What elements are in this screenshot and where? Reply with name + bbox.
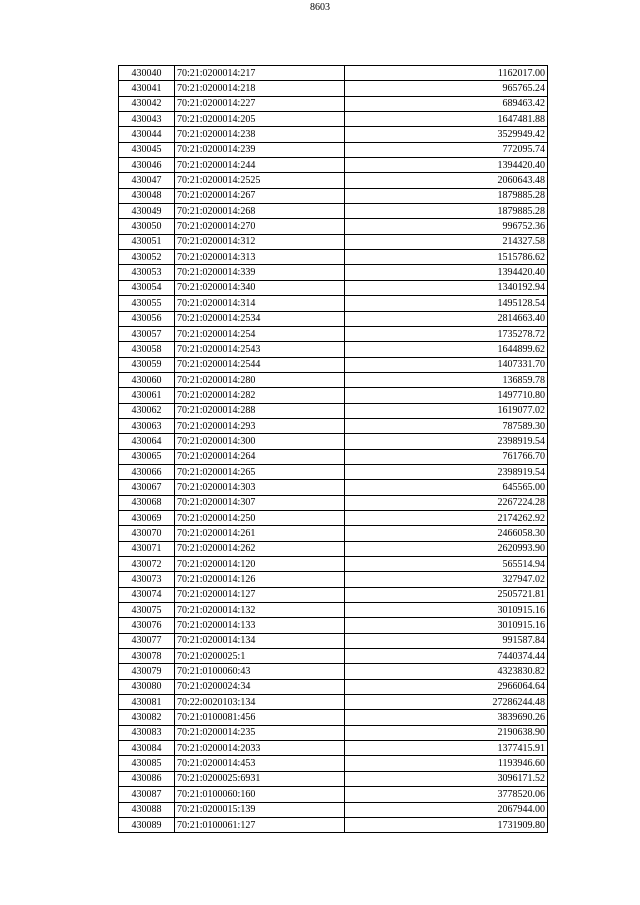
cadastral-value-cell: 3096171.52 [345, 771, 548, 786]
cadastral-value-cell: 1879885.28 [345, 188, 548, 203]
table-row [119, 326, 548, 341]
row-number-cell: 430041 [119, 81, 175, 96]
cadastral-number-cell: 70:21:0200014:312 [175, 234, 345, 249]
cadastral-value-cell: 1644899.62 [345, 342, 548, 357]
cadastral-value-cell: 7440374.44 [345, 649, 548, 664]
page-number: 8603 [310, 2, 330, 13]
cadastral-number-cell: 70:21:0200014:2543 [175, 342, 345, 357]
row-number-cell: 430051 [119, 234, 175, 249]
cadastral-value-cell: 2620993.90 [345, 541, 548, 556]
cadastral-number-cell: 70:21:0200014:293 [175, 418, 345, 433]
cadastral-number-cell: 70:21:0200014:127 [175, 587, 345, 602]
table-row [119, 449, 548, 464]
cadastral-value-cell: 1879885.28 [345, 204, 548, 219]
row-number-cell: 430067 [119, 480, 175, 495]
row-number-cell: 430081 [119, 695, 175, 710]
cadastral-value-cell: 2966064.64 [345, 679, 548, 694]
row-number-cell: 430072 [119, 557, 175, 572]
cadastral-value-cell: 2174262.92 [345, 510, 548, 525]
row-number-cell: 430071 [119, 541, 175, 556]
cadastral-number-cell: 70:21:0200014:227 [175, 96, 345, 111]
cadastral-value-cell: 1193946.60 [345, 756, 548, 771]
row-number-cell: 430046 [119, 158, 175, 173]
table-row [119, 96, 548, 111]
cadastral-number-cell: 70:21:0200014:134 [175, 633, 345, 648]
row-number-cell: 430080 [119, 679, 175, 694]
row-number-cell: 430066 [119, 464, 175, 479]
cadastral-value-cell: 645565.00 [345, 480, 548, 495]
row-number-cell: 430062 [119, 403, 175, 418]
cadastral-number-cell: 70:21:0200025:6931 [175, 771, 345, 786]
cadastral-number-cell: 70:21:0200014:268 [175, 204, 345, 219]
cadastral-number-cell: 70:21:0200014:239 [175, 142, 345, 157]
row-number-cell: 430058 [119, 342, 175, 357]
table-row [119, 403, 548, 418]
cadastral-number-cell: 70:21:0200014:120 [175, 557, 345, 572]
table-row [119, 158, 548, 173]
table-body [119, 66, 548, 833]
cadastral-number-cell: 70:21:0200014:132 [175, 603, 345, 618]
row-number-cell: 430056 [119, 311, 175, 326]
table-row [119, 618, 548, 633]
table-row [119, 495, 548, 510]
table-row [119, 464, 548, 479]
cadastral-value-cell: 996752.36 [345, 219, 548, 234]
table-row [119, 250, 548, 265]
cadastral-number-cell: 70:21:0200014:300 [175, 434, 345, 449]
cadastral-value-cell: 772095.74 [345, 142, 548, 157]
table-row [119, 342, 548, 357]
row-number-cell: 430086 [119, 771, 175, 786]
cadastral-value-cell: 327947.02 [345, 572, 548, 587]
cadastral-number-cell: 70:21:0200014:313 [175, 250, 345, 265]
cadastral-number-cell: 70:21:0200014:205 [175, 112, 345, 127]
cadastral-number-cell: 70:21:0200014:264 [175, 449, 345, 464]
cadastral-value-cell: 1394420.40 [345, 265, 548, 280]
table-row [119, 204, 548, 219]
row-number-cell: 430069 [119, 510, 175, 525]
table-row [119, 771, 548, 786]
cadastral-value-cell: 2267224.28 [345, 495, 548, 510]
cadastral-value-cell: 1735278.72 [345, 326, 548, 341]
cadastral-value-cell: 1495128.54 [345, 296, 548, 311]
cadastral-value-cell: 136859.78 [345, 372, 548, 387]
row-number-cell: 430060 [119, 372, 175, 387]
cadastral-value-cell: 2398919.54 [345, 434, 548, 449]
row-number-cell: 430089 [119, 817, 175, 832]
table-row [119, 142, 548, 157]
cadastral-number-cell: 70:21:0200014:267 [175, 188, 345, 203]
cadastral-number-cell: 70:21:0200014:2544 [175, 357, 345, 372]
cadastral-value-cell: 2505721.81 [345, 587, 548, 602]
cadastral-number-cell: 70:21:0200014:314 [175, 296, 345, 311]
cadastral-value-cell: 214327.58 [345, 234, 548, 249]
row-number-cell: 430076 [119, 618, 175, 633]
cadastral-number-cell: 70:21:0200025:1 [175, 649, 345, 664]
cadastral-number-cell: 70:21:0200014:303 [175, 480, 345, 495]
cadastral-number-cell: 70:21:0200014:250 [175, 510, 345, 525]
row-number-cell: 430043 [119, 112, 175, 127]
row-number-cell: 430084 [119, 741, 175, 756]
cadastral-number-cell: 70:21:0200014:280 [175, 372, 345, 387]
table-row [119, 541, 548, 556]
cadastral-number-cell: 70:21:0200014:307 [175, 495, 345, 510]
table-row [119, 802, 548, 817]
cadastral-number-cell: 70:21:0200015:139 [175, 802, 345, 817]
table-row [119, 188, 548, 203]
cadastral-value-cell: 1619077.02 [345, 403, 548, 418]
row-number-cell: 430052 [119, 250, 175, 265]
cadastral-number-cell: 70:21:0200014:218 [175, 81, 345, 96]
cadastral-value-cell: 1377415.91 [345, 741, 548, 756]
table-row [119, 649, 548, 664]
table-row [119, 418, 548, 433]
cadastral-number-cell: 70:21:0200014:282 [175, 388, 345, 403]
cadastral-value-cell: 3010915.16 [345, 603, 548, 618]
cadastral-value-cell: 1647481.88 [345, 112, 548, 127]
table-row [119, 311, 548, 326]
cadastral-number-cell: 70:21:0100060:160 [175, 787, 345, 802]
cadastral-number-cell: 70:21:0100081:456 [175, 710, 345, 725]
row-number-cell: 430068 [119, 495, 175, 510]
row-number-cell: 430045 [119, 142, 175, 157]
row-number-cell: 430078 [119, 649, 175, 664]
cadastral-value-cell: 991587.84 [345, 633, 548, 648]
table-row [119, 112, 548, 127]
row-number-cell: 430059 [119, 357, 175, 372]
cadastral-value-cell: 689463.42 [345, 96, 548, 111]
cadastral-value-cell: 2067944.00 [345, 802, 548, 817]
table-row [119, 756, 548, 771]
cadastral-value-cell: 1394420.40 [345, 158, 548, 173]
table-row [119, 572, 548, 587]
cadastral-value-cell: 3839690.26 [345, 710, 548, 725]
cadastral-number-cell: 70:21:0200014:261 [175, 526, 345, 541]
row-number-cell: 430042 [119, 96, 175, 111]
row-number-cell: 430075 [119, 603, 175, 618]
row-number-cell: 430050 [119, 219, 175, 234]
table-row [119, 695, 548, 710]
table-row [119, 81, 548, 96]
table-row [119, 633, 548, 648]
table-row [119, 725, 548, 740]
row-number-cell: 430040 [119, 66, 175, 81]
table-row [119, 557, 548, 572]
row-number-cell: 430074 [119, 587, 175, 602]
table-row [119, 434, 548, 449]
row-number-cell: 430063 [119, 418, 175, 433]
cadastral-value-cell: 3529949.42 [345, 127, 548, 142]
table-row [119, 510, 548, 525]
cadastral-number-cell: 70:21:0100060:43 [175, 664, 345, 679]
cadastral-value-cell: 2060643.48 [345, 173, 548, 188]
cadastral-value-cell: 27286244.48 [345, 695, 548, 710]
cadastral-number-cell: 70:21:0200014:340 [175, 280, 345, 295]
cadastral-number-cell: 70:21:0200014:238 [175, 127, 345, 142]
table-row [119, 526, 548, 541]
row-number-cell: 430053 [119, 265, 175, 280]
cadastral-number-cell: 70:21:0200014:244 [175, 158, 345, 173]
cadastral-value-cell: 2398919.54 [345, 464, 548, 479]
cadastral-number-cell: 70:21:0200014:262 [175, 541, 345, 556]
row-number-cell: 430085 [119, 756, 175, 771]
cadastral-number-cell: 70:21:0200014:126 [175, 572, 345, 587]
cadastral-value-cell: 1340192.94 [345, 280, 548, 295]
row-number-cell: 430079 [119, 664, 175, 679]
cadastral-value-cell: 1407331.70 [345, 357, 548, 372]
table-row [119, 710, 548, 725]
table-row [119, 296, 548, 311]
cadastral-number-cell: 70:21:0200014:265 [175, 464, 345, 479]
table-row [119, 219, 548, 234]
row-number-cell: 430055 [119, 296, 175, 311]
row-number-cell: 430057 [119, 326, 175, 341]
cadastral-value-cell: 965765.24 [345, 81, 548, 96]
cadastral-number-cell: 70:21:0200014:2534 [175, 311, 345, 326]
cadastral-value-cell: 4323830.82 [345, 664, 548, 679]
row-number-cell: 430049 [119, 204, 175, 219]
table-row [119, 480, 548, 495]
table-row [119, 372, 548, 387]
table-row [119, 817, 548, 832]
row-number-cell: 430044 [119, 127, 175, 142]
table-row [119, 127, 548, 142]
table-row [119, 357, 548, 372]
cadastral-number-cell: 70:21:0200014:339 [175, 265, 345, 280]
cadastral-value-cell: 565514.94 [345, 557, 548, 572]
cadastral-value-cell: 3010915.16 [345, 618, 548, 633]
cadastral-value-cell: 761766.70 [345, 449, 548, 464]
table-row [119, 66, 548, 81]
table-row [119, 265, 548, 280]
row-number-cell: 430065 [119, 449, 175, 464]
cadastral-number-cell: 70:21:0200024:34 [175, 679, 345, 694]
row-number-cell: 430088 [119, 802, 175, 817]
cadastral-number-cell: 70:21:0200014:2033 [175, 741, 345, 756]
table-row [119, 234, 548, 249]
cadastral-value-cell: 1731909.80 [345, 817, 548, 832]
table-row [119, 664, 548, 679]
row-number-cell: 430048 [119, 188, 175, 203]
cadastral-value-cell: 1162017.00 [345, 66, 548, 81]
cadastral-value-cell: 1497710.80 [345, 388, 548, 403]
table-row [119, 173, 548, 188]
table-row [119, 741, 548, 756]
cadastral-number-cell: 70:22:0020103:134 [175, 695, 345, 710]
row-number-cell: 430070 [119, 526, 175, 541]
cadastral-value-cell: 787589.30 [345, 418, 548, 433]
table-row [119, 679, 548, 694]
row-number-cell: 430083 [119, 725, 175, 740]
row-number-cell: 430073 [119, 572, 175, 587]
cadastral-number-cell: 70:21:0200014:288 [175, 403, 345, 418]
table-row [119, 587, 548, 602]
row-number-cell: 430061 [119, 388, 175, 403]
cadastral-number-cell: 70:21:0100061:127 [175, 817, 345, 832]
cadastral-number-cell: 70:21:0200014:453 [175, 756, 345, 771]
cadastral-value-cell: 1515786.62 [345, 250, 548, 265]
table-row [119, 388, 548, 403]
table-row [119, 787, 548, 802]
cadastral-number-cell: 70:21:0200014:2525 [175, 173, 345, 188]
cadastral-value-cell: 2814663.40 [345, 311, 548, 326]
table-row [119, 603, 548, 618]
cadastral-value-cell: 3778520.06 [345, 787, 548, 802]
cadastral-number-cell: 70:21:0200014:270 [175, 219, 345, 234]
cadastral-value-table [118, 65, 548, 833]
cadastral-number-cell: 70:21:0200014:254 [175, 326, 345, 341]
row-number-cell: 430054 [119, 280, 175, 295]
table-row [119, 280, 548, 295]
row-number-cell: 430064 [119, 434, 175, 449]
row-number-cell: 430082 [119, 710, 175, 725]
cadastral-number-cell: 70:21:0200014:133 [175, 618, 345, 633]
row-number-cell: 430087 [119, 787, 175, 802]
cadastral-number-cell: 70:21:0200014:235 [175, 725, 345, 740]
row-number-cell: 430047 [119, 173, 175, 188]
cadastral-number-cell: 70:21:0200014:217 [175, 66, 345, 81]
cadastral-value-cell: 2190638.90 [345, 725, 548, 740]
row-number-cell: 430077 [119, 633, 175, 648]
cadastral-value-cell: 2466058.30 [345, 526, 548, 541]
